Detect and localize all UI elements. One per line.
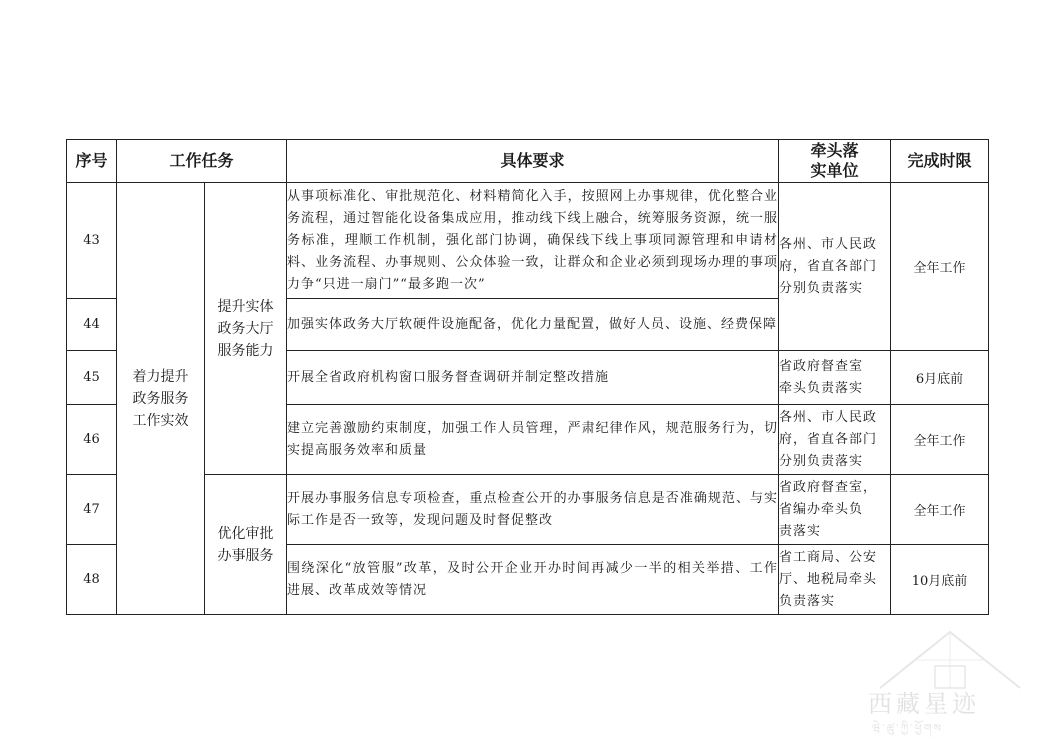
deadline-cell: 10月底前 bbox=[891, 545, 989, 615]
header-row bbox=[67, 140, 989, 183]
header-unit: 牵头落 实单位 bbox=[779, 140, 891, 183]
requirement-cell: 从事项标准化、审批规范化、材料精简化入手，按照网上办事规律，优化整合业务流程，通过智能化设备集成应用，推动线下线上融合，统筹服务资源，统一服务标准，理顺工作机制，强化部门协调，确保线下线上事项同源管理和申请材料、业务流程、办事规则、公众体验一致，让群众和企业必须到现场办理的事项力争“只进一扇门”“最多跑一次” bbox=[287, 183, 779, 299]
task-table bbox=[66, 139, 989, 615]
row-num: 45 bbox=[67, 351, 117, 405]
subtask-cell: 优化审批 办事服务 bbox=[205, 475, 287, 615]
requirement-cell: 建立完善激励约束制度，加强工作人员管理，严肃纪律作风，规范服务行为，切实提高服务效率和质量 bbox=[287, 405, 779, 475]
deadline-cell: 全年工作 bbox=[891, 405, 989, 475]
unit-cell: 各州、市人民政 府，省直各部门 分别负责落实 bbox=[779, 183, 891, 351]
requirement-cell: 加强实体政务大厅软硬件设施配备，优化力量配置，做好人员、设施、经费保障 bbox=[287, 299, 779, 351]
table-row bbox=[67, 183, 989, 299]
unit-cell: 省政府督查室， 省编办牵头负 责落实 bbox=[779, 475, 891, 545]
table-row bbox=[67, 475, 989, 545]
row-num: 43 bbox=[67, 183, 117, 299]
watermark-subtext: ཝེ་ཚུ་ཀྱི་ཕྱོགས bbox=[872, 722, 943, 735]
deadline-cell: 全年工作 bbox=[891, 183, 989, 351]
unit-cell: 省政府督查室 牵头负责落实 bbox=[779, 351, 891, 405]
header-deadline: 完成时限 bbox=[891, 140, 989, 183]
row-num: 46 bbox=[67, 405, 117, 475]
deadline-cell: 6月底前 bbox=[891, 351, 989, 405]
header-requirement: 具体要求 bbox=[287, 140, 779, 183]
header-task: 工作任务 bbox=[117, 140, 287, 183]
subtask-cell: 提升实体 政务大厅 服务能力 bbox=[205, 183, 287, 475]
requirement-cell: 开展全省政府机构窗口服务督查调研并制定整改措施 bbox=[287, 351, 779, 405]
unit-cell: 各州、市人民政 府，省直各部门 分别负责落实 bbox=[779, 405, 891, 475]
watermark-text: 西藏星迹 bbox=[868, 690, 980, 718]
row-num: 48 bbox=[67, 545, 117, 615]
task-group-cell: 着力提升 政务服务 工作实效 bbox=[117, 183, 205, 615]
watermark bbox=[840, 626, 1040, 736]
requirement-cell: 开展办事服务信息专项检查，重点检查公开的办事服务信息是否准确规范、与实际工作是否一致等，发现问题及时督促整改 bbox=[287, 475, 779, 545]
row-num: 44 bbox=[67, 299, 117, 351]
header-num: 序号 bbox=[67, 140, 117, 183]
unit-cell: 省工商局、公安 厅、地税局牵头 负责落实 bbox=[779, 545, 891, 615]
requirement-cell: 围绕深化“放管服”改革，及时公开企业开办时间再减少一半的相关举措、工作进展、改革成效等情况 bbox=[287, 545, 779, 615]
row-num: 47 bbox=[67, 475, 117, 545]
deadline-cell: 全年工作 bbox=[891, 475, 989, 545]
